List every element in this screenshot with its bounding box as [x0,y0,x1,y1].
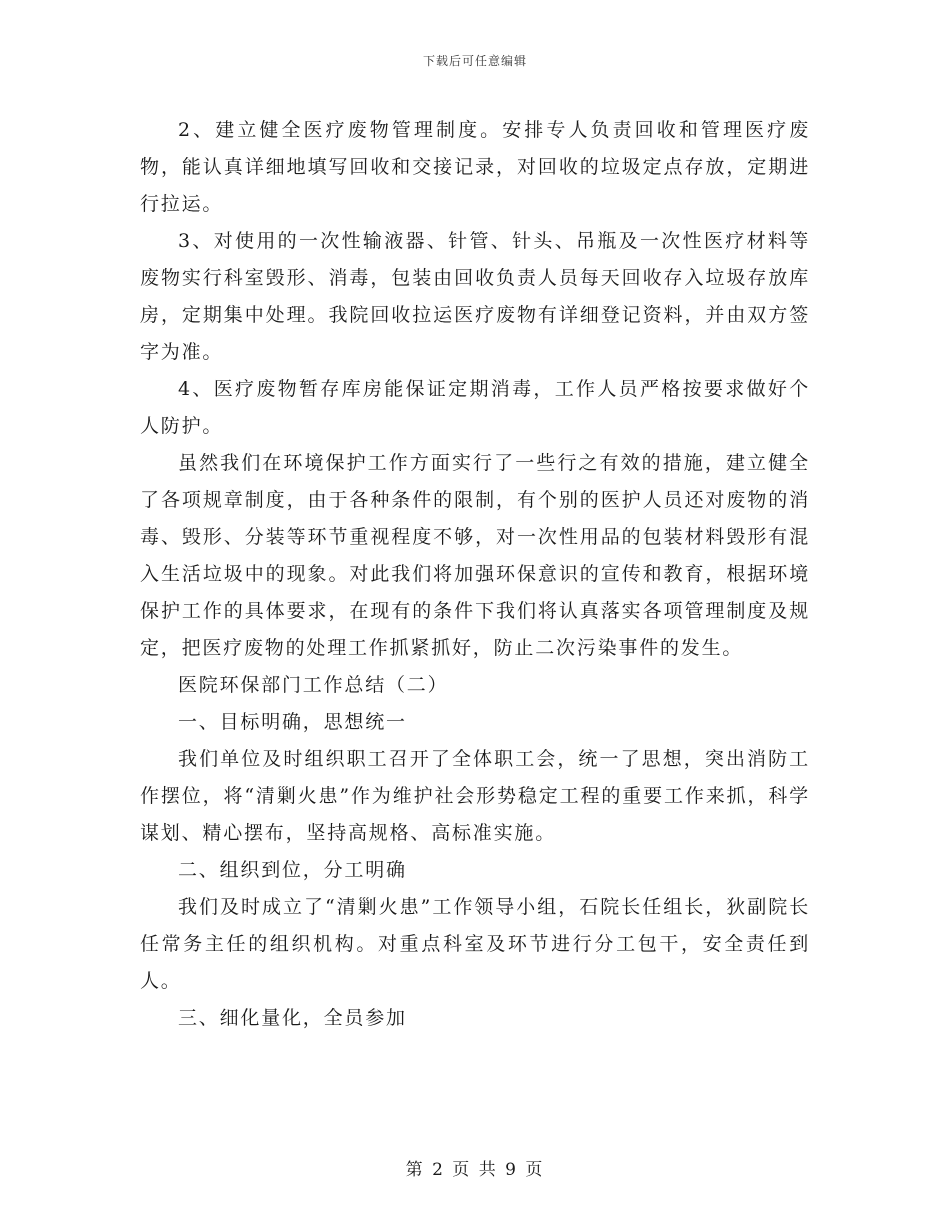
section-heading-3: 三、细化量化，全员参加 [178,1007,407,1029]
paragraph-item-3: 3、对使用的一次性输液器、针管、针头、吊瓶及一次性医疗材料等废物实行科室毁形、消毒，包装由回收负责人员每天回收存入垃圾存放库房，定期集中处理。我院回收拉运医疗废物有详细登记资料，并由双方签字为准。 [140,230,810,363]
paragraph-section-1: 我们单位及时组织职工召开了全体职工会，统一了思想，突出消防工作摆位，将“清剿火患”作为维护社会形势稳定工程的重要工作来抓，科学谋划、精心摆布，坚持高规格、高标准实施。 [140,748,810,844]
paragraph-item-4: 4、医疗废物暂存库房能保证定期消毒，工作人员严格按要求做好个人防护。 [140,378,810,437]
section-title-part-two: 医院环保部门工作总结（二） [178,674,449,696]
section-heading-1: 一、目标明确，思想统一 [178,711,407,733]
page-header-note: 下载后可任意编辑 [422,54,527,68]
section-heading-2: 二、组织到位，分工明确 [178,859,407,881]
document-body [140,112,810,1037]
paragraph-summary: 虽然我们在环境保护工作方面实行了一些行之有效的措施，建立健全了各项规章制度，由于各种条件的限制，有个别的医护人员还对废物的消毒、毁形、分装等环节重视程度不够，对一次性用品的包装材料毁形有混入生活垃圾中的现象。对此我们将加强环保意识的宣传和教育，根据环境保护工作的具体要求，在现有的条件下我们将认真落实各项管理制度及规定，把医疗废物的处理工作抓紧抓好，防止二次污染事件的发生。 [140,452,810,659]
paragraph-section-2: 我们及时成立了“清剿火患”工作领导小组，石院长任组长，狄副院长任常务主任的组织机构。对重点科室及环节进行分工包干，安全责任到人。 [140,896,810,992]
paragraph-item-2: 2、建立健全医疗废物管理制度。安排专人负责回收和管理医疗废物，能认真详细地填写回收和交接记录，对回收的垃圾定点存放，定期进行拉运。 [140,119,810,215]
page-number: 第 2 页 共 9 页 [405,1160,545,1180]
